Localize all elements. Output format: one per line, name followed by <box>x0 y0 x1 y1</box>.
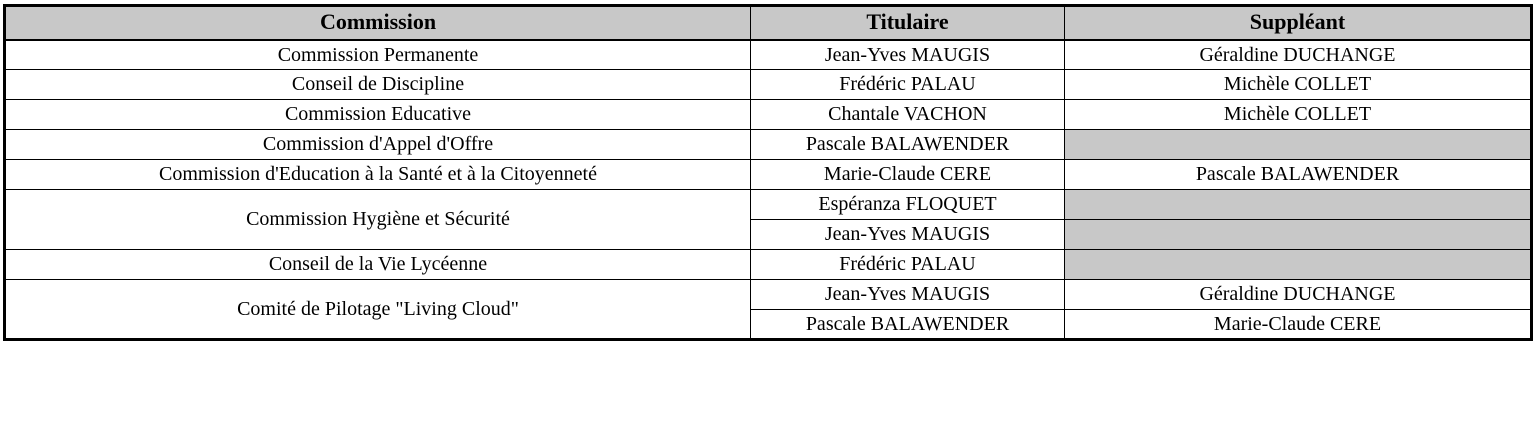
cell-suppleant <box>1065 130 1532 160</box>
cell-titulaire: Frédéric PALAU <box>751 70 1065 100</box>
table-row <box>5 160 1532 190</box>
column-header-suppleant: Suppléant <box>1065 6 1532 40</box>
cell-commission: Commission Hygiène et Sécurité <box>5 190 751 250</box>
table-header-row <box>5 6 1532 40</box>
table-row <box>5 100 1532 130</box>
cell-suppleant: Michèle COLLET <box>1065 100 1532 130</box>
cell-suppleant: Géraldine DUCHANGE <box>1065 280 1532 310</box>
cell-suppleant: Michèle COLLET <box>1065 70 1532 100</box>
cell-commission: Commission Educative <box>5 100 751 130</box>
cell-titulaire: Pascale BALAWENDER <box>751 130 1065 160</box>
column-header-commission: Commission <box>5 6 751 40</box>
cell-suppleant: Marie-Claude CERE <box>1065 310 1532 340</box>
cell-titulaire: Pascale BALAWENDER <box>751 310 1065 340</box>
table-row <box>5 280 1532 310</box>
table-body <box>5 40 1532 340</box>
table-row <box>5 250 1532 280</box>
table-header <box>5 6 1532 40</box>
cell-suppleant: Pascale BALAWENDER <box>1065 160 1532 190</box>
table-row <box>5 190 1532 220</box>
cell-suppleant <box>1065 250 1532 280</box>
column-header-titulaire: Titulaire <box>751 6 1065 40</box>
cell-titulaire: Jean-Yves MAUGIS <box>751 280 1065 310</box>
table-row <box>5 70 1532 100</box>
cell-suppleant <box>1065 190 1532 220</box>
table-row <box>5 130 1532 160</box>
cell-commission: Comité de Pilotage "Living Cloud" <box>5 280 751 340</box>
cell-commission: Commission d'Education à la Santé et à la Citoyenneté <box>5 160 751 190</box>
table-row <box>5 40 1532 70</box>
cell-titulaire: Marie-Claude CERE <box>751 160 1065 190</box>
cell-titulaire: Frédéric PALAU <box>751 250 1065 280</box>
cell-titulaire: Espéranza FLOQUET <box>751 190 1065 220</box>
commissions-table <box>3 4 1533 341</box>
cell-commission: Conseil de Discipline <box>5 70 751 100</box>
cell-commission: Conseil de la Vie Lycéenne <box>5 250 751 280</box>
cell-suppleant <box>1065 220 1532 250</box>
cell-titulaire: Jean-Yves MAUGIS <box>751 220 1065 250</box>
cell-commission: Commission Permanente <box>5 40 751 70</box>
cell-suppleant: Géraldine DUCHANGE <box>1065 40 1532 70</box>
cell-titulaire: Chantale VACHON <box>751 100 1065 130</box>
cell-commission: Commission d'Appel d'Offre <box>5 130 751 160</box>
cell-titulaire: Jean-Yves MAUGIS <box>751 40 1065 70</box>
